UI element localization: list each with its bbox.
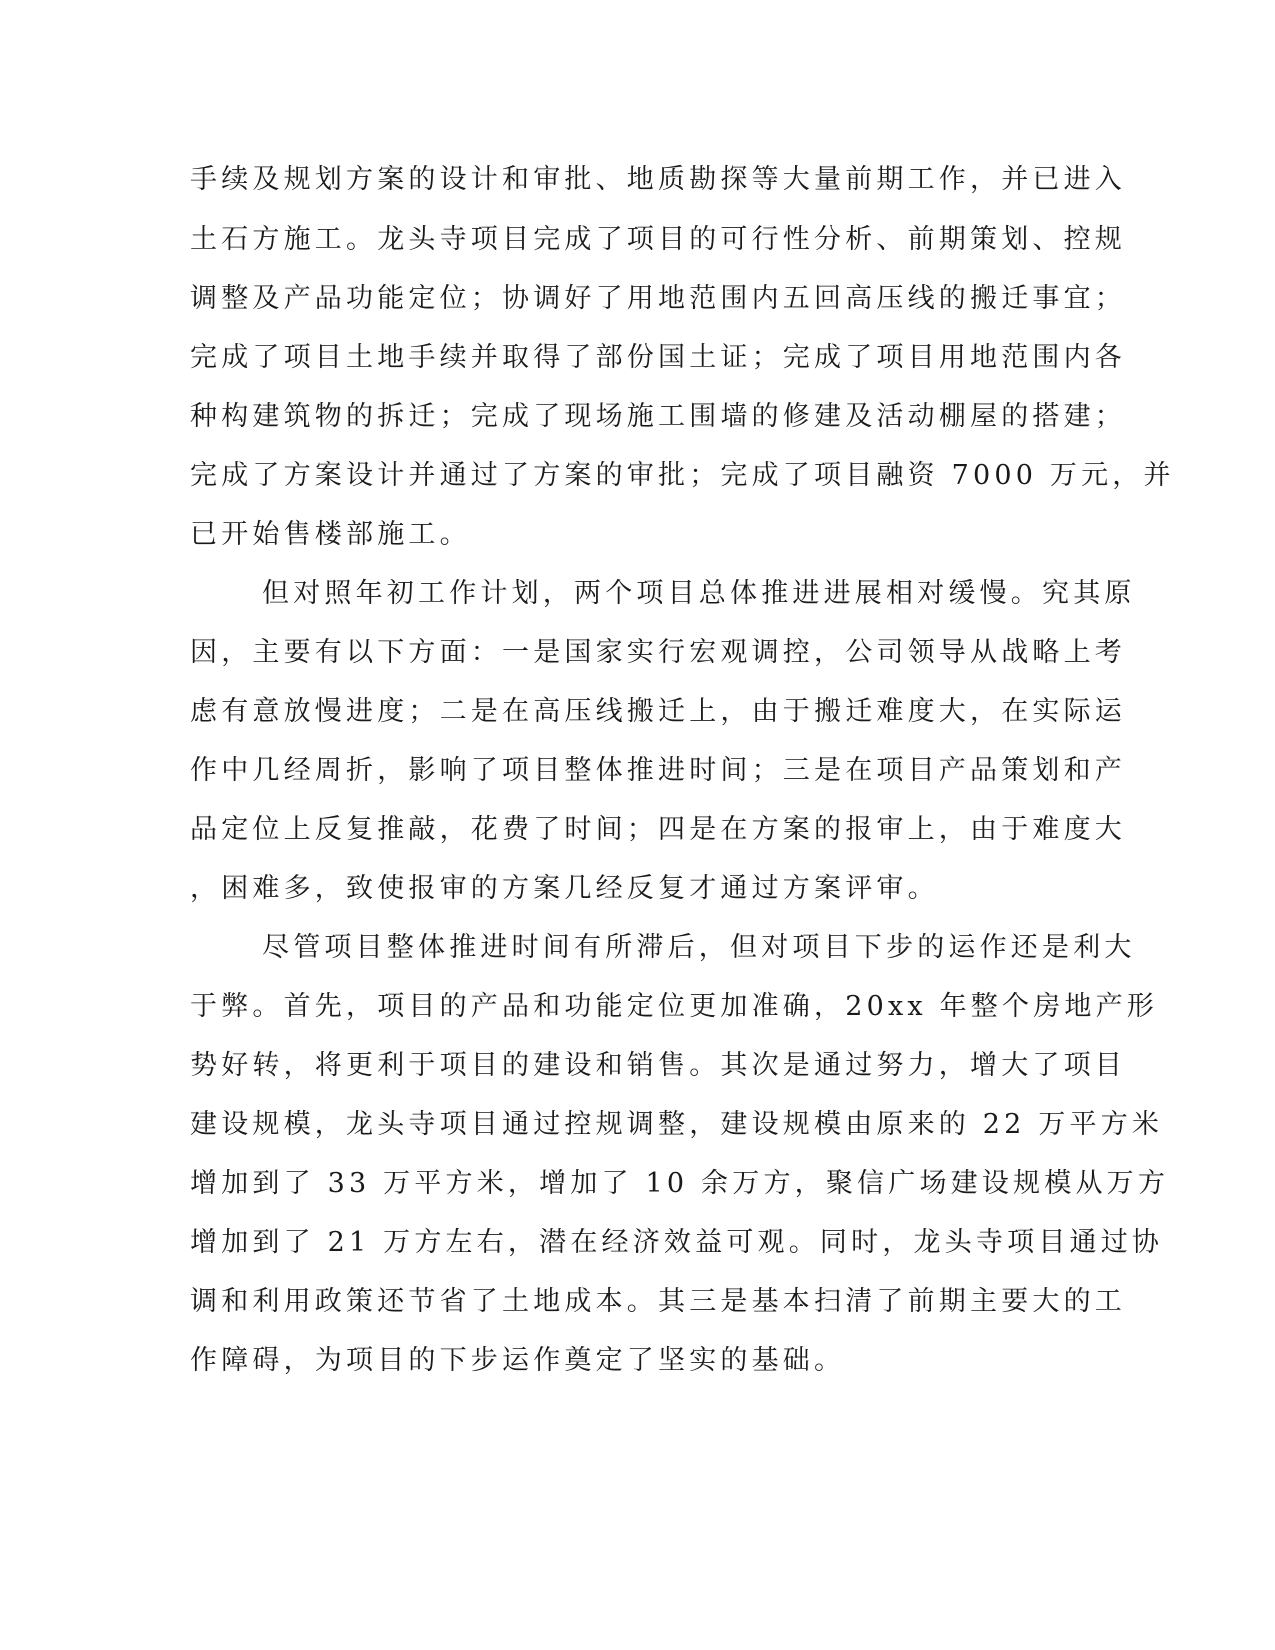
text-line: 建设规模，龙头寺项目通过控规调整，建设规模由原来的 22 万平方米: [190, 1109, 1164, 1140]
text-line: 调整及产品功能定位；协调好了用地范围内五回高压线的搬迁事宜；: [190, 283, 1126, 314]
text-line: 势好转，将更利于项目的建设和销售。其次是通过努力，增大了项目: [190, 1050, 1126, 1081]
text-line: 已开始售楼部施工。: [190, 519, 471, 550]
text-line: 种构建筑物的拆迁；完成了现场施工围墙的修建及活动棚屋的搭建；: [190, 401, 1126, 432]
text-line: 作中几经周折，影响了项目整体推进时间；三是在项目产品策划和产: [190, 755, 1126, 786]
text-line: 作障碍，为项目的下步运作奠定了坚实的基础。: [190, 1345, 846, 1376]
paragraph-first-line: 但对照年初工作计划，两个项目总体推进进展相对缓慢。究其原: [262, 578, 1136, 609]
text-line: 品定位上反复推敲，花费了时间；四是在方案的报审上，由于难度大: [190, 814, 1126, 845]
text-line: 完成了项目土地手续并取得了部份国土证；完成了项目用地范围内各: [190, 342, 1126, 373]
text-line: 虑有意放慢进度；二是在高压线搬迁上，由于搬迁难度大，在实际运: [190, 696, 1126, 727]
text-line: 手续及规划方案的设计和审批、地质勘探等大量前期工作，并已进入: [190, 164, 1126, 195]
text-line: ，困难多，致使报审的方案几经反复才通过方案评审。: [190, 873, 939, 904]
text-line: 调和利用政策还节省了土地成本。其三是基本扫清了前期主要大的工: [190, 1286, 1126, 1317]
text-line: 完成了方案设计并通过了方案的审批；完成了项目融资 7000 万元，并: [190, 460, 1175, 491]
text-line: 因，主要有以下方面：一是国家实行宏观调控，公司领导从战略上考: [190, 637, 1126, 668]
text-line: 于弊。首先，项目的产品和功能定位更加准确，20xx 年整个房地产形: [190, 991, 1158, 1022]
paragraph-first-line: 尽管项目整体推进时间有所滞后，但对项目下步的运作还是利大: [262, 932, 1136, 963]
text-line: 土石方施工。龙头寺项目完成了项目的可行性分析、前期策划、控规: [190, 224, 1126, 255]
text-line: 增加到了 21 万方左右，潜在经济效益可观。同时，龙头寺项目通过协: [190, 1227, 1164, 1258]
text-line: 增加到了 33 万平方米，增加了 10 余万方，聚信广场建设规模从万方: [190, 1168, 1170, 1199]
